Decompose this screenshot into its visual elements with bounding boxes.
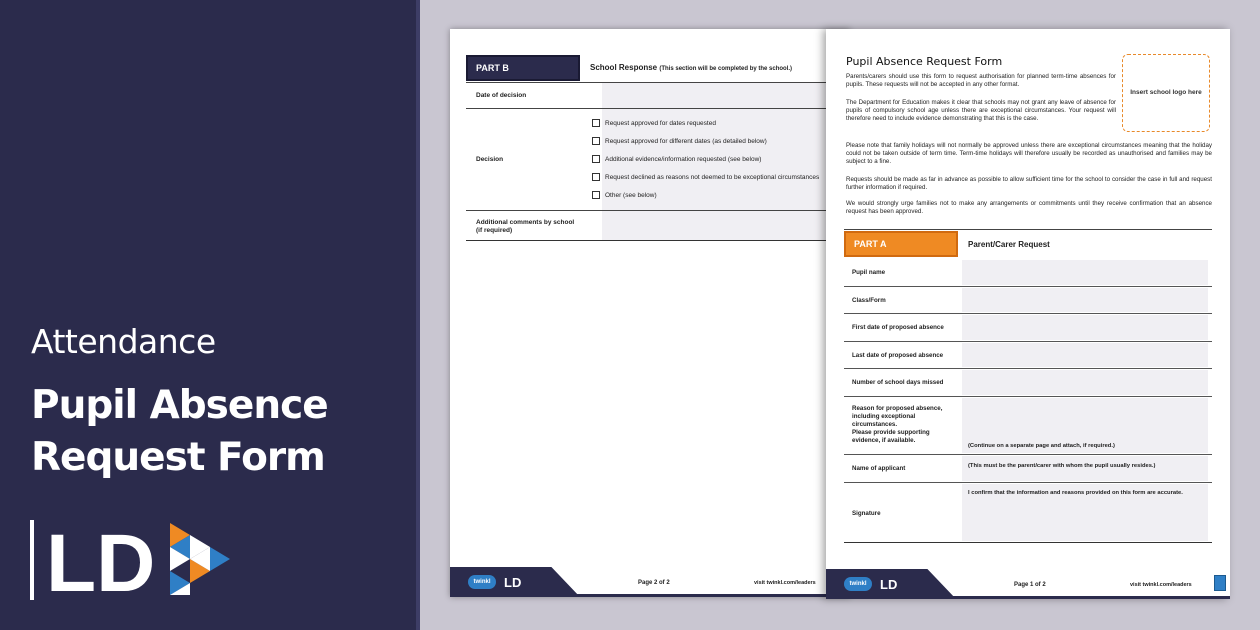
- school-logo-placeholder[interactable]: Insert school logo here: [1122, 54, 1210, 132]
- banner-panel: [0, 0, 420, 630]
- ld-logo-text: LD: [46, 518, 156, 605]
- days-missed-row: [844, 369, 1212, 397]
- comments-field[interactable]: [602, 211, 850, 240]
- document-page-1: [826, 29, 1230, 599]
- visit-link: visit twinkl.com/leaders: [754, 580, 816, 586]
- page-number: Page 1 of 2: [1014, 582, 1046, 588]
- applicant-label: Name of applicant: [852, 465, 906, 472]
- reason-row: [844, 397, 1212, 455]
- banner-title-line1: Pupil Absence: [31, 383, 328, 428]
- banner-title-line2: Request Form: [31, 435, 325, 480]
- last-date-label: Last date of proposed absence: [852, 352, 944, 359]
- date-of-decision-label: Date of decision: [476, 92, 527, 99]
- first-date-field[interactable]: [962, 315, 1208, 340]
- option-declined[interactable]: Request declined as reasons not deemed to be exceptional circumstances: [592, 173, 819, 181]
- first-date-label: First date of proposed absence: [852, 324, 944, 331]
- intro-paragraph-2: The Department for Education makes it clear that schools may not grant any leave of absence for pupils of compulsory school age unless there are exceptional circumstances. Your request will therefore need to include evidence demonstrating that this is the case.: [846, 99, 1116, 123]
- class-form-label: Class/Form: [852, 297, 886, 304]
- ld-logo-icon: [28, 515, 238, 605]
- comments-label: [476, 219, 574, 235]
- banner-title: [31, 380, 328, 484]
- comments-label-line1: Additional comments by school: [476, 219, 575, 226]
- page-number: Page 2 of 2: [638, 580, 670, 586]
- pupil-name-field[interactable]: [962, 260, 1208, 285]
- reason-label-line5: evidence, if available.: [852, 437, 916, 444]
- class-form-field[interactable]: [962, 288, 1208, 312]
- class-form-row: [844, 287, 1212, 314]
- leaders-badge-icon: [1214, 575, 1226, 591]
- applicant-row: [844, 455, 1212, 483]
- reason-label-line1: Reason for proposed absence,: [852, 405, 943, 412]
- comments-label-line2: (if required): [476, 227, 513, 234]
- school-response-label: School Response: [590, 63, 658, 72]
- option-other[interactable]: Other (see below): [592, 191, 657, 199]
- date-of-decision-row: [466, 83, 850, 109]
- part-b-header: PART B: [466, 55, 580, 81]
- parent-request-title: Parent/Carer Request: [968, 240, 1050, 249]
- reason-label-line4: Please provide supporting: [852, 429, 930, 436]
- visit-link: visit twinkl.com/leaders: [1130, 582, 1192, 588]
- comments-row: [466, 211, 850, 241]
- date-of-decision-field[interactable]: [602, 83, 850, 108]
- part-a-top-rule: [844, 229, 1212, 230]
- page-2-footer: [450, 567, 850, 597]
- ld-logo: [28, 515, 238, 610]
- twinkl-logo-icon: twinkl: [844, 577, 872, 591]
- footer-ld-logo: LD: [504, 575, 522, 590]
- intro-paragraph-3: Please note that family holidays will not normally be approved unless there are exceptional circumstances meaning that the holiday could not be taken outside of term time. Term-time holidays will therefore usually be recorded as unauthorised and families may be subject to a fine.: [846, 142, 1212, 166]
- document-page-2: [450, 29, 850, 597]
- option-additional-evidence[interactable]: Additional evidence/information requested (see below): [592, 155, 761, 163]
- checkbox[interactable]: [592, 155, 600, 163]
- checkbox[interactable]: [592, 119, 600, 127]
- checkbox[interactable]: [592, 137, 600, 145]
- reason-label-line3: circumstances.: [852, 421, 898, 428]
- checkbox[interactable]: [592, 173, 600, 181]
- checkbox[interactable]: [592, 191, 600, 199]
- school-response-note: (This section will be completed by the school.): [659, 66, 793, 72]
- days-missed-field[interactable]: [962, 370, 1208, 395]
- signature-note: I confirm that the information and reasons provided on this form are accurate.: [968, 490, 1183, 496]
- applicant-note: (This must be the parent/carer with whom the pupil usually resides.): [968, 463, 1156, 469]
- option-different-dates[interactable]: Request approved for different dates (as detailed below): [592, 137, 767, 145]
- pupil-name-label: Pupil name: [852, 269, 886, 276]
- days-missed-label: Number of school days missed: [852, 379, 944, 386]
- last-date-row: [844, 342, 1212, 369]
- intro-paragraph-4: Requests should be made as far in advance as possible to allow sufficient time for the school to consider the case in full and request further information if required.: [846, 176, 1212, 192]
- last-date-field[interactable]: [962, 343, 1208, 367]
- reason-label: [852, 405, 952, 445]
- form-title: Pupil Absence Request Form: [846, 55, 1003, 68]
- intro-paragraph-5: We would strongly urge families not to make any arrangements or commitments until they receive confirmation that an absence request has been approved.: [846, 200, 1212, 216]
- twinkl-logo-icon: twinkl: [468, 575, 496, 589]
- part-b-header-row: [466, 53, 850, 83]
- page-1-footer: [826, 569, 1230, 599]
- reason-label-line2: including exceptional: [852, 413, 916, 420]
- option-approved[interactable]: Request approved for dates requested: [592, 119, 716, 127]
- decision-label: Decision: [476, 156, 504, 163]
- signature-row: [844, 483, 1212, 543]
- intro-paragraph-1: Parents/carers should use this form to request authorisation for planned term-time absences for pupils. These requests will not be accepted in any other format.: [846, 73, 1116, 89]
- first-date-row: [844, 314, 1212, 342]
- part-a-header: PART A: [844, 231, 958, 257]
- footer-ld-logo: LD: [880, 577, 898, 592]
- banner-subtitle: Attendance: [31, 322, 216, 361]
- pupil-name-row: [844, 259, 1212, 287]
- signature-label: Signature: [852, 510, 881, 517]
- reason-note: (Continue on a separate page and attach, if required.): [968, 443, 1115, 449]
